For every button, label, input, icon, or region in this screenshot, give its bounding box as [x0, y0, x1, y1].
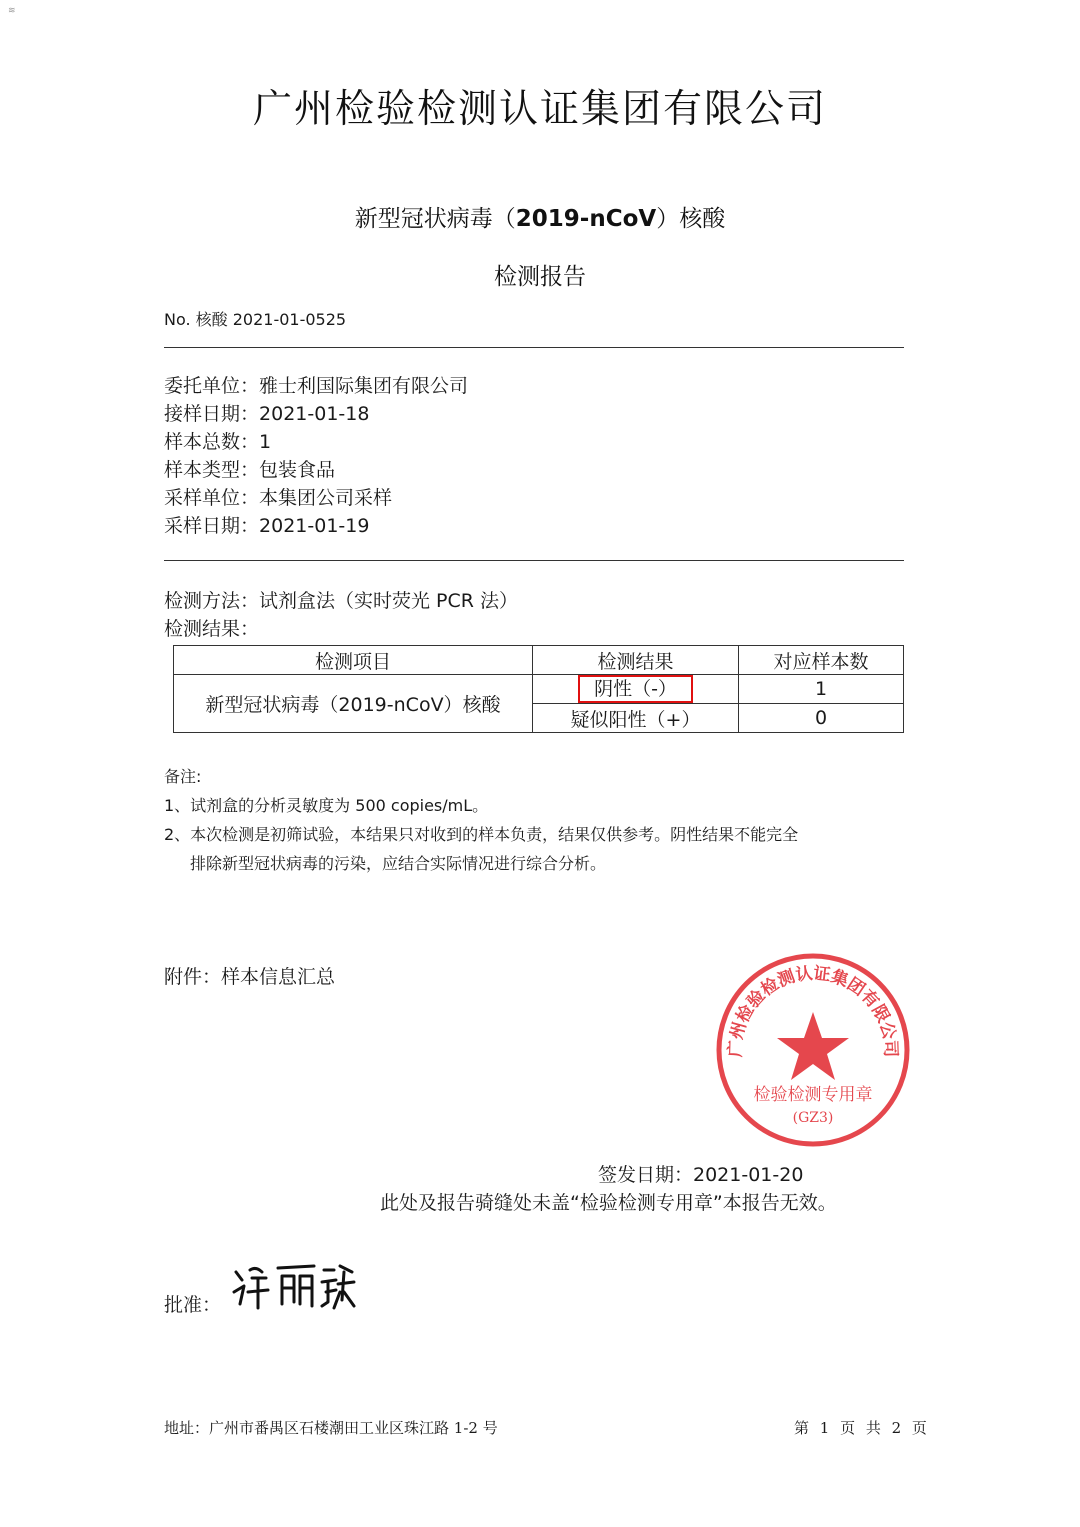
info-block — [164, 372, 468, 540]
info-row-client — [164, 372, 468, 400]
report-title-line2: 检测报告 — [494, 264, 586, 290]
table-row — [174, 675, 904, 704]
test-item-cell: 新型冠状病毒（2019-nCoV）核酸 — [174, 675, 533, 733]
info-value: 包装食品 — [259, 459, 336, 481]
attachment-line: 附件：样本信息汇总 — [164, 966, 336, 988]
method-label: 检测方法： — [164, 590, 260, 612]
test-method — [164, 586, 518, 613]
seal-notice: 此处及报告骑缝处未盖“检验检测专用章”本报告无效。 — [380, 1192, 837, 1214]
count-cell: 1 — [739, 675, 904, 704]
result-label: 检测结果： — [164, 618, 260, 640]
corner-mark: ≋ — [8, 6, 16, 16]
info-value: 2021-01-18 — [259, 403, 370, 425]
info-label: 采样单位： — [164, 487, 260, 509]
report-title-line1 — [0, 200, 1080, 233]
company-name: 广州检验检测认证集团有限公司 — [252, 87, 827, 132]
info-label: 接样日期： — [164, 403, 260, 425]
count-cell: 0 — [739, 704, 904, 733]
info-label: 采样日期： — [164, 515, 260, 537]
svg-text:(GZ3): (GZ3) — [792, 1110, 834, 1126]
highlighted-result: 阴性（-） — [578, 675, 693, 703]
info-label: 样本总数： — [164, 431, 260, 453]
note-item: 2、本次检测是初筛试验，本结果只对收到的样本负责，结果仅供参考。阴性结果不能完全 — [164, 825, 799, 844]
svg-text:广州检验检测认证集团有限公司: 广州检验检测认证集团有限公司 — [725, 963, 901, 1058]
notes-block — [164, 762, 798, 878]
results-table — [173, 645, 904, 733]
info-value: 雅士利国际集团有限公司 — [259, 375, 469, 397]
note-item: 1、试剂盒的分析灵敏度为 500 copies/mL。 — [164, 796, 489, 815]
notes-title: 备注: — [164, 767, 202, 786]
method-value: 试剂盒法（实时荧光 PCR 法） — [259, 590, 519, 612]
title-prefix: 新型冠状病毒（ — [354, 206, 516, 232]
info-label: 委托单位： — [164, 375, 260, 397]
info-row-sample-type — [164, 456, 468, 484]
svg-text:检验检测专用章: 检验检测专用章 — [753, 1085, 873, 1105]
result-cell-suspected-positive: 疑似阳性（+） — [533, 704, 739, 733]
official-seal-icon — [713, 950, 913, 1150]
info-row-sampling-unit — [164, 484, 468, 512]
header-test-item: 检测项目 — [174, 646, 533, 675]
divider-middle — [164, 560, 904, 561]
info-value: 1 — [259, 431, 272, 453]
table-header-row — [174, 646, 904, 675]
header-sample-count: 对应样本数 — [739, 646, 904, 675]
footer-address: 地址：广州市番禺区石楼潮田工业区珠江路 1-2 号 — [164, 1419, 498, 1437]
info-value: 本集团公司采样 — [259, 487, 393, 509]
title-suffix: ）核酸 — [656, 206, 726, 232]
info-label: 样本类型： — [164, 459, 260, 481]
issue-date: 签发日期：2021-01-20 — [598, 1164, 804, 1186]
approve-label: 批准： — [164, 1294, 222, 1316]
info-row-received-date — [164, 400, 468, 428]
title-code: 2019-nCoV — [515, 206, 657, 232]
info-row-sample-count — [164, 428, 468, 456]
header-test-result: 检测结果 — [533, 646, 739, 675]
info-value: 2021-01-19 — [259, 515, 370, 537]
footer-page-number: 第 1 页 共 2 页 — [794, 1419, 927, 1437]
divider-top — [164, 347, 904, 348]
info-row-sampling-date — [164, 512, 468, 540]
note-item: 排除新型冠状病毒的污染，应结合实际情况进行综合分析。 — [190, 854, 607, 873]
result-cell-negative — [533, 675, 739, 704]
report-number: No. 核酸 2021-01-0525 — [164, 310, 347, 329]
signature-icon — [228, 1252, 358, 1322]
